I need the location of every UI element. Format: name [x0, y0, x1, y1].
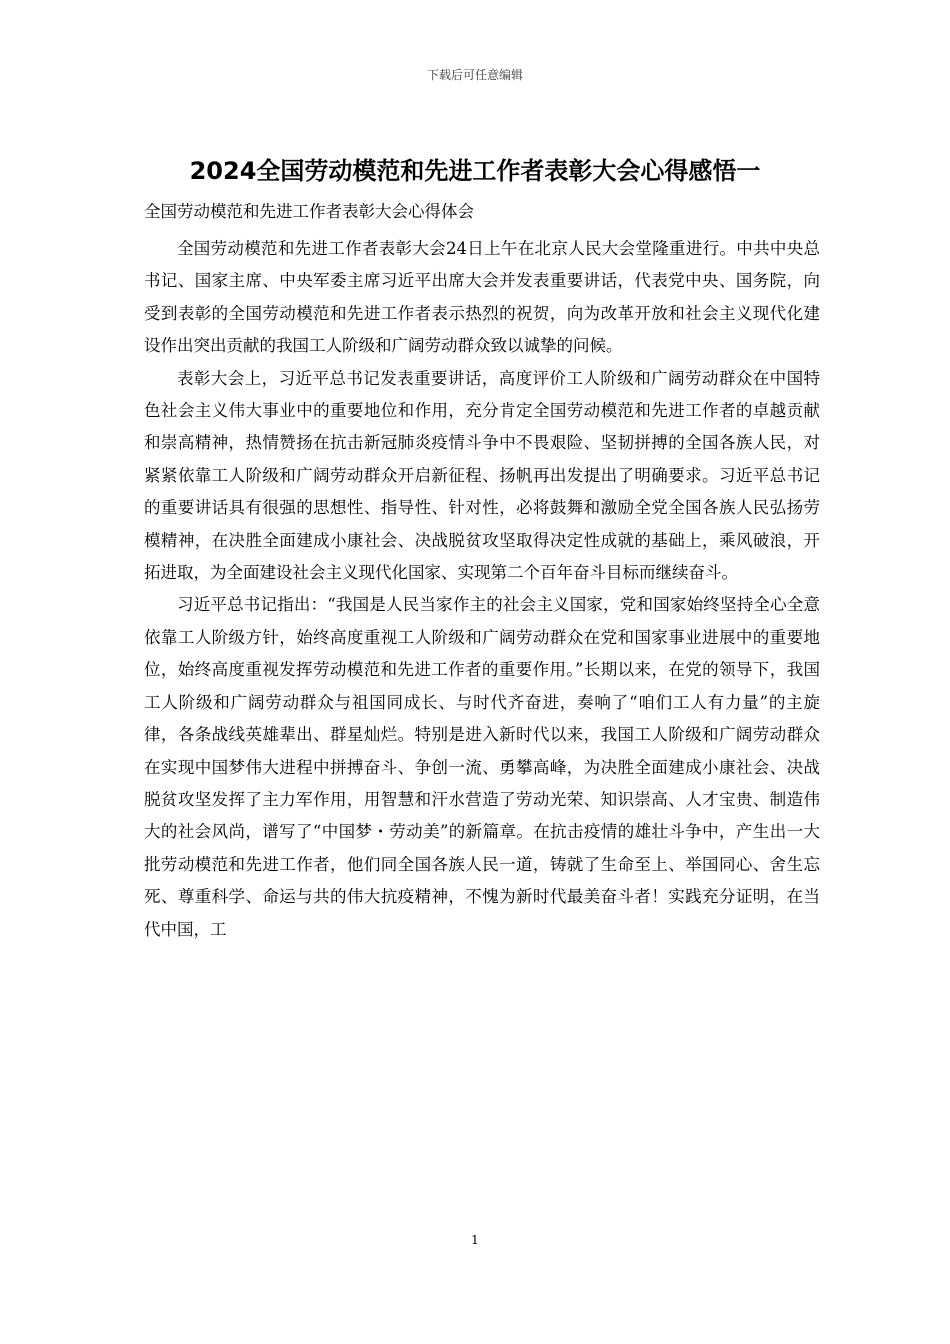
- page-number: 1: [471, 1233, 479, 1247]
- document-body: [144, 233, 820, 946]
- document-subtitle: 全国劳动模范和先进工作者表彰大会心得体会: [144, 202, 474, 221]
- body-paragraph-3: 习近平总书记指出：“我国是人民当家作主的社会主义国家，党和国家始终坚持全心全意依靠工人阶级方针，始终高度重视工人阶级和广阔劳动群众在党和国家事业进展中的重要地位，始终高度重视发挥劳动模范和先进工作者的重要作用。”长期以来，在党的领导下，我国工人阶级和广阔劳动群众与祖国同成长、与时代齐奋进，奏响了“咱们工人有力量”的主旋律，各条战线英雄辈出、群星灿烂。特别是进入新时代以来，我国工人阶级和广阔劳动群众在实现中国梦伟大进程中拼搏奋斗、争创一流、勇攀高峰，为决胜全面建成小康社会、决战脱贫攻坚发挥了主力军作用，用智慧和汗水营造了劳动光荣、知识崇高、人才宝贵、制造伟大的社会风尚，谱写了“中国梦・劳动美”的新篇章。在抗击疫情的雄壮斗争中，产生出一大批劳动模范和先进工作者，他们同全国各族人民一道，铸就了生命至上、举国同心、舍生忘死、尊重科学、命运与共的伟大抗疫精神，不愧为新时代最美奋斗者！实践充分证明，在当代中国，工: [144, 595, 820, 939]
- body-paragraph-1: 全国劳动模范和先进工作者表彰大会24日上午在北京人民大会堂隆重进行。中共中央总书记、国家主席、中央军委主席习近平出席大会并发表重要讲话，代表党中央、国务院，向受到表彰的全国劳动模范和先进工作者表示热烈的祝贺，向为改革开放和社会主义现代化建设作出突出贡献的我国工人阶级和广阔劳动群众致以诚挚的问候。: [144, 239, 820, 356]
- body-paragraph-2: 表彰大会上，习近平总书记发表重要讲话，高度评价工人阶级和广阔劳动群众在中国特色社会主义伟大事业中的重要地位和作用，充分肯定全国劳动模范和先进工作者的卓越贡献和崇高精神，热情赞扬在抗击新冠肺炎疫情斗争中不畏艰险、坚韧拼搏的全国各族人民，对紧紧依靠工人阶级和广阔劳动群众开启新征程、扬帆再出发提出了明确要求。习近平总书记的重要讲话具有很强的思想性、指导性、针对性，必将鼓舞和激励全党全国各族人民弘扬劳模精神，在决胜全面建成小康社会、决战脱贫攻坚取得决定性成就的基础上，乘风破浪，开拓进取，为全面建设社会主义现代化国家、实现第二个百年奋斗目标而继续奋斗。: [144, 368, 820, 583]
- page-header-note: 下载后可任意编辑: [426, 68, 523, 82]
- document-title: 2024全国劳动模范和先进工作者表彰大会心得感悟一: [189, 157, 761, 185]
